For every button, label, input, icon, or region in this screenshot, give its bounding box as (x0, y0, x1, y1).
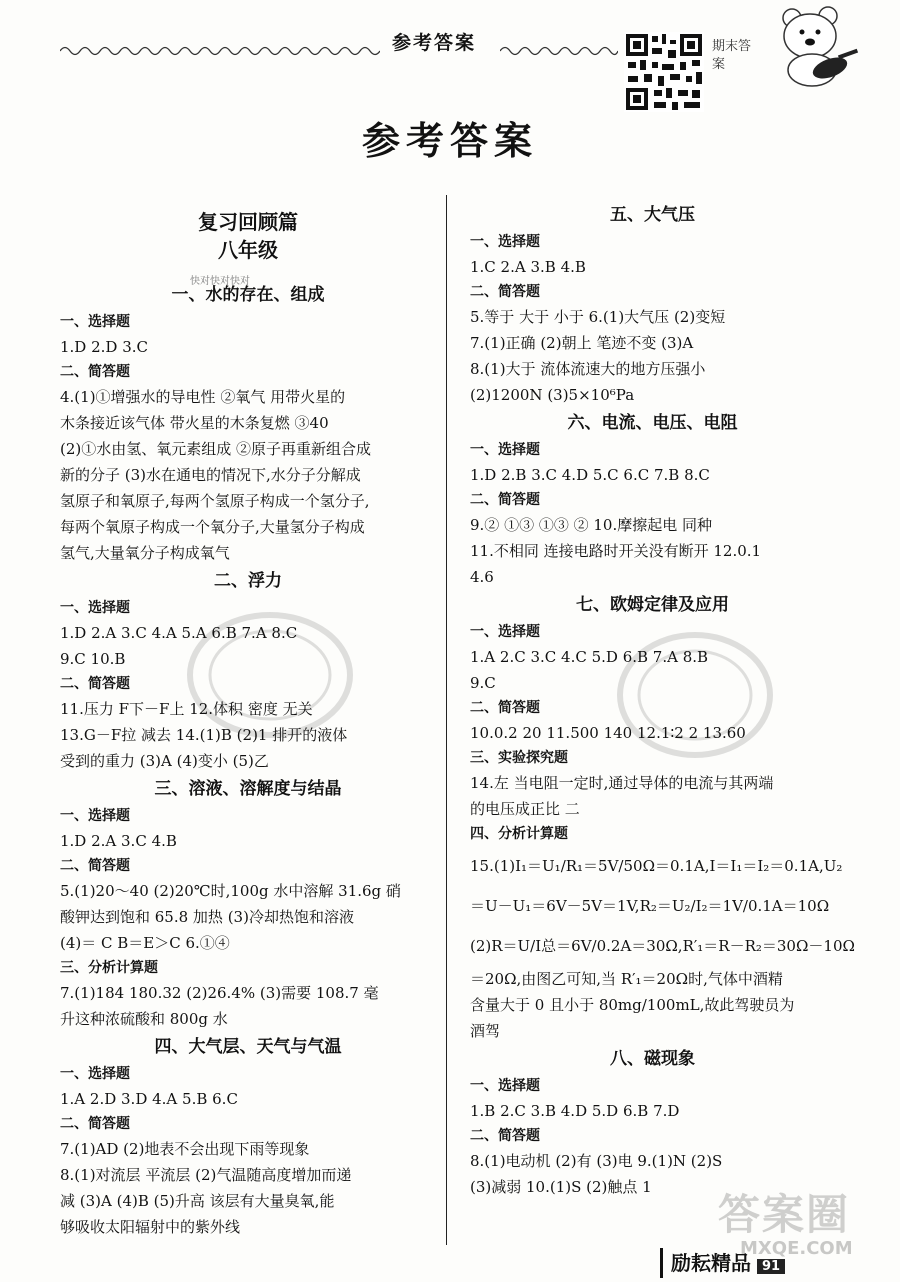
section-title: 三、溶液、溶解度与结晶 (154, 779, 342, 799)
answer-line: 4.6 (470, 568, 494, 586)
right-column (470, 200, 855, 1200)
answer-line: 的电压成正比 二 (470, 800, 580, 818)
sub-heading: 二、简答题 (470, 1128, 540, 1144)
answer-line: 酒驾 (470, 1022, 501, 1040)
answer-line: 1.D 2.A 3.C 4.A 5.A 6.B 7.A 8.C (60, 624, 298, 642)
answer-line: 1.B 2.C 3.B 4.D 5.D 6.B 7.D (470, 1102, 680, 1120)
sub-heading: 一、选择题 (60, 808, 130, 824)
page-number: 91 (757, 1259, 785, 1274)
sub-heading: 二、简答题 (470, 284, 540, 300)
answer-line: (2)①水由氢、氧元素组成 ②原子再重新组合成 (60, 440, 372, 458)
sub-heading: 一、选择题 (60, 1066, 130, 1082)
section-title: 八、磁现象 (610, 1049, 695, 1069)
sub-heading: 二、简答题 (470, 492, 540, 508)
section-title: 七、欧姆定律及应用 (576, 595, 729, 615)
small-stamp: 快对快对快对 (190, 276, 250, 287)
answer-line: 9.C 10.B (60, 650, 126, 668)
section-title: 六、电流、电压、电阻 (567, 413, 738, 433)
sub-heading: 二、简答题 (60, 676, 130, 692)
section-heading: 复习回顾篇 (198, 210, 298, 234)
answer-line: 酸钾达到饱和 65.8 加热 (3)冷却热饱和溶液 (60, 908, 354, 926)
grade-heading: 八年级 (218, 238, 278, 262)
answer-line: 5.(1)20～40 (2)20℃时,100g 水中溶解 31.6g 硝 (60, 882, 401, 900)
answer-line: 10.0.2 20 11.500 140 12.1∶2 2 13.60 (470, 724, 746, 742)
answer-line: ＝20Ω,由图乙可知,当 R′₁＝20Ω时,气体中酒精 (470, 970, 783, 988)
left-column (60, 200, 436, 1240)
sub-heading: 二、简答题 (60, 858, 130, 874)
answer-line: 氢气,大量氧分子构成氧气 (60, 544, 230, 562)
answer-line: 够吸收太阳辐射中的紫外线 (60, 1218, 241, 1236)
watermark-url: MXQE.COM (740, 1238, 853, 1259)
section-title: 二、浮力 (214, 571, 282, 591)
section-title: 一、水的存在、组成 (171, 285, 325, 305)
formula-line: 15.(1)I₁＝U₁/R₁＝5V/50Ω＝0.1A,I＝I₁＝I₂＝0.1A,U₂ (470, 857, 843, 875)
answer-line: 8.(1)电动机 (2)有 (3)电 9.(1)N (2)S (470, 1152, 723, 1170)
answer-line: 1.A 2.D 3.D 4.A 5.B 6.C (60, 1090, 238, 1108)
answer-line: (2)1200N (3)5×10⁶Pa (470, 386, 635, 404)
answer-line: 含量大于 0 且小于 80mg/100mL,故此驾驶员为 (470, 996, 795, 1014)
answer-line: 每两个氧原子构成一个氧分子,大量氢分子构成 (60, 518, 365, 536)
sub-heading: 一、选择题 (470, 624, 540, 640)
sub-heading: 一、选择题 (60, 314, 130, 330)
answer-line: 升这种浓硫酸和 800g 水 (60, 1010, 228, 1028)
sub-heading: 二、简答题 (60, 364, 130, 380)
formula-line: (2)R＝U/I总＝6V/0.2A＝30Ω,R′₁＝R－R₂＝30Ω－10Ω (470, 937, 855, 955)
answer-line: (3)减弱 10.(1)S (2)触点 1 (470, 1178, 652, 1196)
sub-heading: 一、选择题 (470, 234, 540, 250)
sub-heading: 一、选择题 (470, 1078, 540, 1094)
answer-line: 11.不相同 连接电路时开关没有断开 12.0.1 (470, 542, 762, 560)
wavy-line-right (500, 44, 618, 58)
sub-heading: 四、分析计算题 (470, 826, 568, 842)
answer-line: 1.A 2.C 3.C 4.C 5.D 6.B 7.A 8.B (470, 648, 709, 666)
answer-line: (4)＝ C B＝E＞C 6.①④ (60, 934, 230, 952)
sub-heading: 一、选择题 (60, 600, 130, 616)
answer-line: 9.② ①③ ①③ ② 10.摩擦起电 同种 (470, 516, 713, 534)
sub-heading: 三、分析计算题 (60, 960, 158, 976)
answer-line: 4.(1)①增强水的导电性 ②氧气 用带火星的 (60, 388, 346, 406)
column-divider (446, 195, 447, 1245)
answer-line: 13.G－F拉 减去 14.(1)B (2)1 排开的液体 (60, 726, 348, 744)
page-title: 参考答案 (361, 118, 538, 163)
brand-name: 励耘精品 (671, 1251, 751, 1275)
sub-heading: 一、选择题 (470, 442, 540, 458)
section-title: 四、大气层、天气与气温 (154, 1037, 342, 1057)
answer-line: 1.D 2.D 3.C (60, 338, 149, 356)
answer-line: 减 (3)A (4)B (5)升高 该层有大量臭氧,能 (60, 1192, 335, 1210)
sub-heading: 三、实验探究题 (470, 750, 568, 766)
watermark: 答案圈 (718, 1190, 851, 1239)
answer-line: 1.C 2.A 3.B 4.B (470, 258, 586, 276)
answer-line: 14.左 当电阻一定时,通过导体的电流与其两端 (470, 774, 774, 792)
answer-line: 8.(1)大于 流体流速大的地方压强小 (470, 360, 706, 378)
bear-mascot-icon (762, 2, 862, 88)
banner-label: 参考答案 (392, 32, 477, 54)
answer-line: 7.(1)正确 (2)朝上 笔迹不变 (3)A (470, 334, 694, 352)
top-banner (0, 0, 900, 110)
answer-line: 5.等于 大于 小于 6.(1)大气压 (2)变短 (470, 308, 726, 326)
answer-line: 9.C (470, 674, 496, 692)
qr-caption: 期末答案 (712, 39, 752, 72)
answer-line: 11.压力 F下－F上 12.体积 密度 无关 (60, 700, 313, 718)
answer-line: 7.(1)184 180.32 (2)26.4% (3)需要 108.7 毫 (60, 984, 379, 1002)
answer-line: 7.(1)AD (2)地表不会出现下雨等现象 (60, 1140, 310, 1158)
answer-line: 受到的重力 (3)A (4)变小 (5)乙 (60, 752, 269, 770)
footer-brand (660, 1248, 785, 1278)
answer-line: 1.D 2.B 3.C 4.D 5.C 6.C 7.B 8.C (470, 466, 710, 484)
answer-line: 木条接近该气体 带火星的木条复燃 ③40 (60, 414, 329, 432)
answer-line: 氢原子和氧原子,每两个氢原子构成一个氢分子, (60, 492, 370, 510)
sub-heading: 二、简答题 (60, 1116, 130, 1132)
sub-heading: 二、简答题 (470, 700, 540, 716)
wavy-line-left (60, 44, 380, 58)
answer-line: 1.D 2.A 3.C 4.B (60, 832, 177, 850)
answer-line: 新的分子 (3)水在通电的情况下,水分子分解成 (60, 466, 361, 484)
qr-code-icon[interactable] (624, 32, 704, 112)
answer-line: 8.(1)对流层 平流层 (2)气温随高度增加而递 (60, 1166, 352, 1184)
formula-line: ＝U－U₁＝6V－5V＝1V,R₂＝U₂/I₂＝1V/0.1A＝10Ω (470, 897, 830, 915)
section-title: 五、大气压 (610, 205, 695, 225)
